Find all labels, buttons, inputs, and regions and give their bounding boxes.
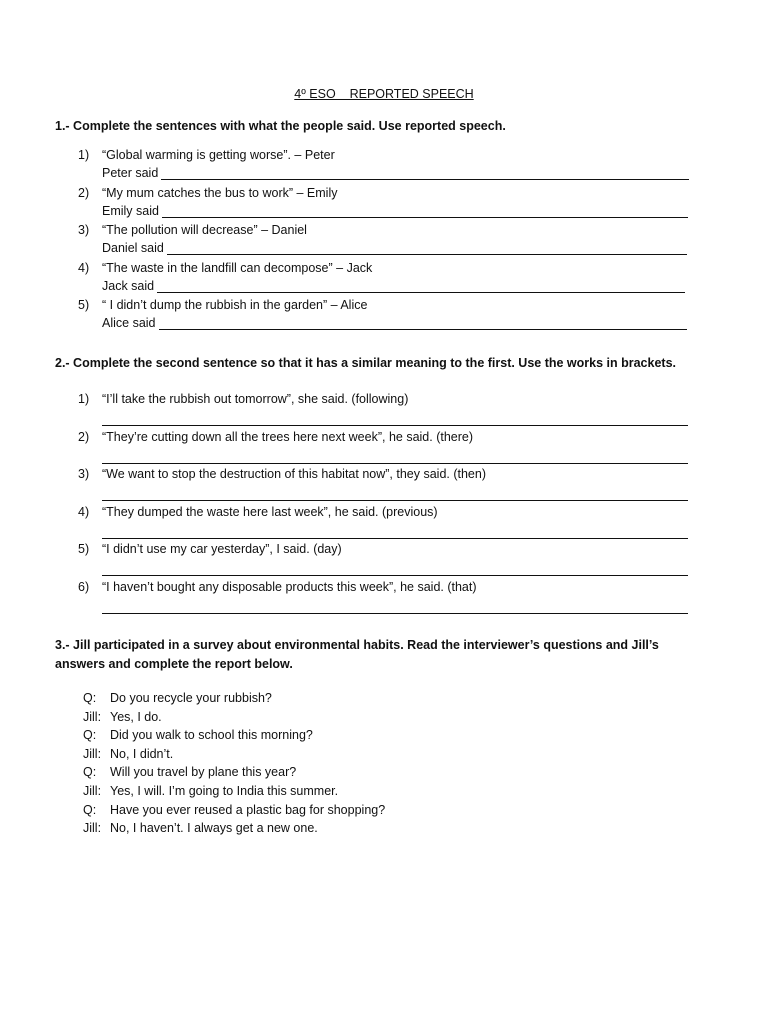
speaker-label: Jill: <box>83 746 102 761</box>
item-quote: “I didn’t use my car yesterday”, I said. (day) <box>102 542 342 556</box>
page-title: 4º ESO REPORTED SPEECH <box>294 87 474 101</box>
answer-line <box>102 241 687 255</box>
item-number: 2) <box>78 185 90 200</box>
dialog-line <box>0 803 768 822</box>
answer-line <box>102 279 685 293</box>
answer-blank[interactable] <box>102 424 688 426</box>
item-quote: “The pollution will decrease” – Daniel <box>102 223 307 237</box>
answer-blank[interactable] <box>102 537 688 539</box>
dialog-line <box>0 728 768 747</box>
answer-line <box>102 316 687 330</box>
item-number: 3) <box>78 223 90 237</box>
answer-label: Peter said <box>102 166 159 180</box>
answer-label: Jack said <box>102 278 155 293</box>
item-number: 4) <box>78 260 90 275</box>
dialog-line <box>0 765 768 784</box>
answer-label: Alice said <box>102 316 156 330</box>
item-quote: “We want to stop the destruction of this habitat now”, they said. (then) <box>102 467 486 481</box>
section3-heading-line2: answers and complete the report below. <box>55 657 293 671</box>
item-number: 1) <box>78 392 90 406</box>
item-quote: “I haven’t bought any disposable products this week”, he said. (that) <box>102 580 477 594</box>
dialog-line <box>0 784 768 803</box>
answer-blank[interactable] <box>167 243 687 255</box>
answer-line <box>102 166 689 180</box>
speaker-label: Jill: <box>83 783 102 798</box>
section1-heading: 1.- Complete the sentences with what the people said. Use reported speech. <box>55 119 506 133</box>
speaker-label: Jill: <box>83 821 102 836</box>
utterance: Have you ever reused a plastic bag for shopping? <box>110 802 386 817</box>
answer-label: Emily said <box>102 203 159 218</box>
speaker-label: Q: <box>83 802 97 817</box>
answer-blank[interactable] <box>161 168 689 180</box>
dialog-line <box>0 710 768 729</box>
utterance: Do you recycle your rubbish? <box>110 691 272 705</box>
answer-blank[interactable] <box>102 612 688 614</box>
utterance: Yes, I do. <box>110 709 162 724</box>
item-number: 6) <box>78 580 90 594</box>
speaker-label: Q: <box>83 728 97 743</box>
answer-line <box>102 204 688 218</box>
item-quote: “They dumped the waste here last week”, he said. (previous) <box>102 505 438 519</box>
answer-blank[interactable] <box>159 318 687 330</box>
item-quote: “I’ll take the rubbish out tomorrow”, she said. (following) <box>102 392 409 406</box>
item-number: 5) <box>78 542 90 556</box>
answer-blank[interactable] <box>102 499 688 501</box>
speaker-label: Jill: <box>83 709 102 724</box>
answer-label: Daniel said <box>102 241 164 255</box>
item-quote: “They’re cutting down all the trees here next week”, he said. (there) <box>102 430 474 444</box>
utterance: Did you walk to school this morning? <box>110 728 313 743</box>
answer-blank[interactable] <box>162 206 688 218</box>
utterance: Yes, I will. I’m going to India this summer. <box>110 783 339 798</box>
item-number: 5) <box>78 298 90 312</box>
utterance: Will you travel by plane this year? <box>110 765 297 780</box>
dialog-line <box>0 691 768 710</box>
section3-heading <box>55 636 659 674</box>
answer-blank[interactable] <box>102 574 688 576</box>
item-number: 4) <box>78 505 90 519</box>
item-quote: “The waste in the landfill can decompose” – Jack <box>102 260 373 275</box>
dialog-line <box>0 747 768 766</box>
answer-blank[interactable] <box>157 281 685 293</box>
item-number: 2) <box>78 430 90 444</box>
item-number: 1) <box>78 148 90 162</box>
item-quote: “ I didn’t dump the rubbish in the garden” – Alice <box>102 298 368 312</box>
answer-blank[interactable] <box>102 462 688 464</box>
dialog-line <box>0 821 768 840</box>
item-quote: “My mum catches the bus to work” – Emily <box>102 185 338 200</box>
speaker-label: Q: <box>83 765 97 780</box>
section2-heading: 2.- Complete the second sentence so that it has a similar meaning to the first. Use the works in brackets. <box>55 356 677 370</box>
utterance: No, I haven’t. I always get a new one. <box>110 821 318 836</box>
item-number: 3) <box>78 467 90 481</box>
speaker-label: Q: <box>83 691 97 705</box>
utterance: No, I didn’t. <box>110 746 174 761</box>
interview-dialog <box>0 691 768 840</box>
item-quote: “Global warming is getting worse”. – Peter <box>102 148 335 162</box>
section3-heading-line1: 3.- Jill participated in a survey about environmental habits. Read the interviewer’s questions and Jill’s <box>55 638 659 652</box>
